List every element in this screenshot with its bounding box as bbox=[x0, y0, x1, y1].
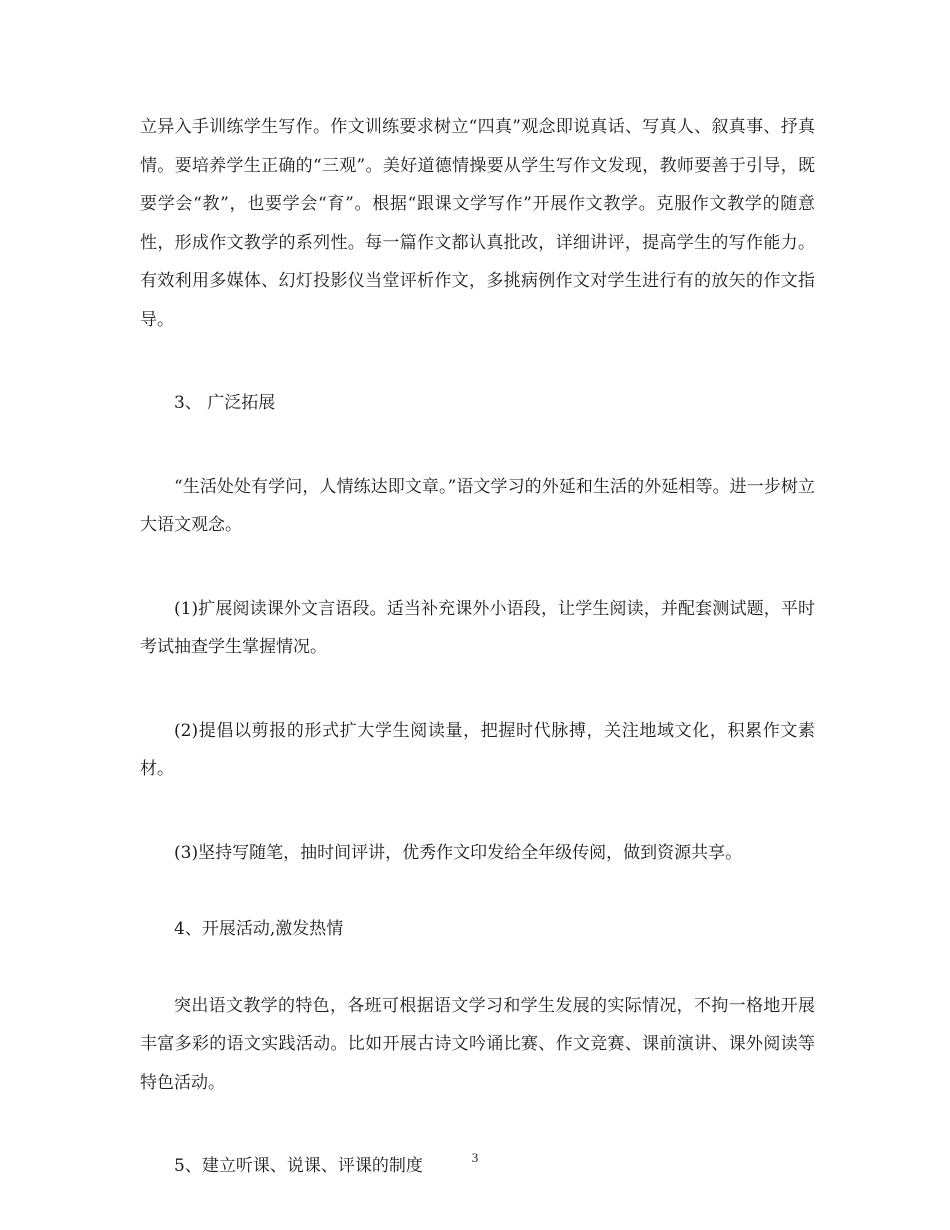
paragraph-activities: 突出语文教学的特色，各班可根据语文学习和学生发展的实际情况，不拘一格地开展丰富多彩的语文实践活动。比如开展古诗文吟诵比赛、作文竞赛、课前演讲、课外阅读等特色活动。 bbox=[140, 995, 815, 1093]
document-body bbox=[140, 108, 815, 1186]
paragraph-writing-training: 立异入手训练学生写作。作文训练要求树立“四真”观念即说真话、写真人、叙真事、抒真情。要培养学生正确的“三观”。美好道德情操要从学生写作文发现，教师要善于引导，既要学会“教”，也要学会“育”。根据“跟课文学写作”开展作文教学。克服作文教学的随意性，形成作文教学的系列性。每一篇作文都认真批改，详细讲评，提高学生的写作能力。有效利用多媒体、幻灯投影仪当堂评析作文，多挑病例作文对学生进行有的放矢的作文指导。 bbox=[140, 117, 815, 330]
heading-broad-expansion: 3、 广泛拓展 bbox=[174, 393, 276, 413]
heading-activities: 4、开展活动,激发热情 bbox=[174, 919, 344, 939]
list-item-essays: (3)坚持写随笔，抽时间评讲，优秀作文印发给全年级传阅，做到资源共享。 bbox=[174, 842, 743, 863]
list-item-clippings: (2)提倡以剪报的形式扩大学生阅读量，把握时代脉搏，关注地域文化，积累作文素材。 bbox=[140, 720, 815, 779]
page-number: 3 bbox=[471, 1150, 479, 1165]
paragraph-life-learning: “生活处处有学问，人情练达即文章。”语文学习的外延和生活的外延相等。进一步树立大语文观念。 bbox=[140, 476, 815, 535]
list-item-classical-reading: (1)扩展阅读课外文言语段。适当补充课外小语段，让学生阅读，并配套测试题，平时考试抽查学生掌握情况。 bbox=[140, 598, 815, 657]
heading-lesson-system: 5、建立听课、说课、评课的制度 bbox=[174, 1156, 423, 1176]
